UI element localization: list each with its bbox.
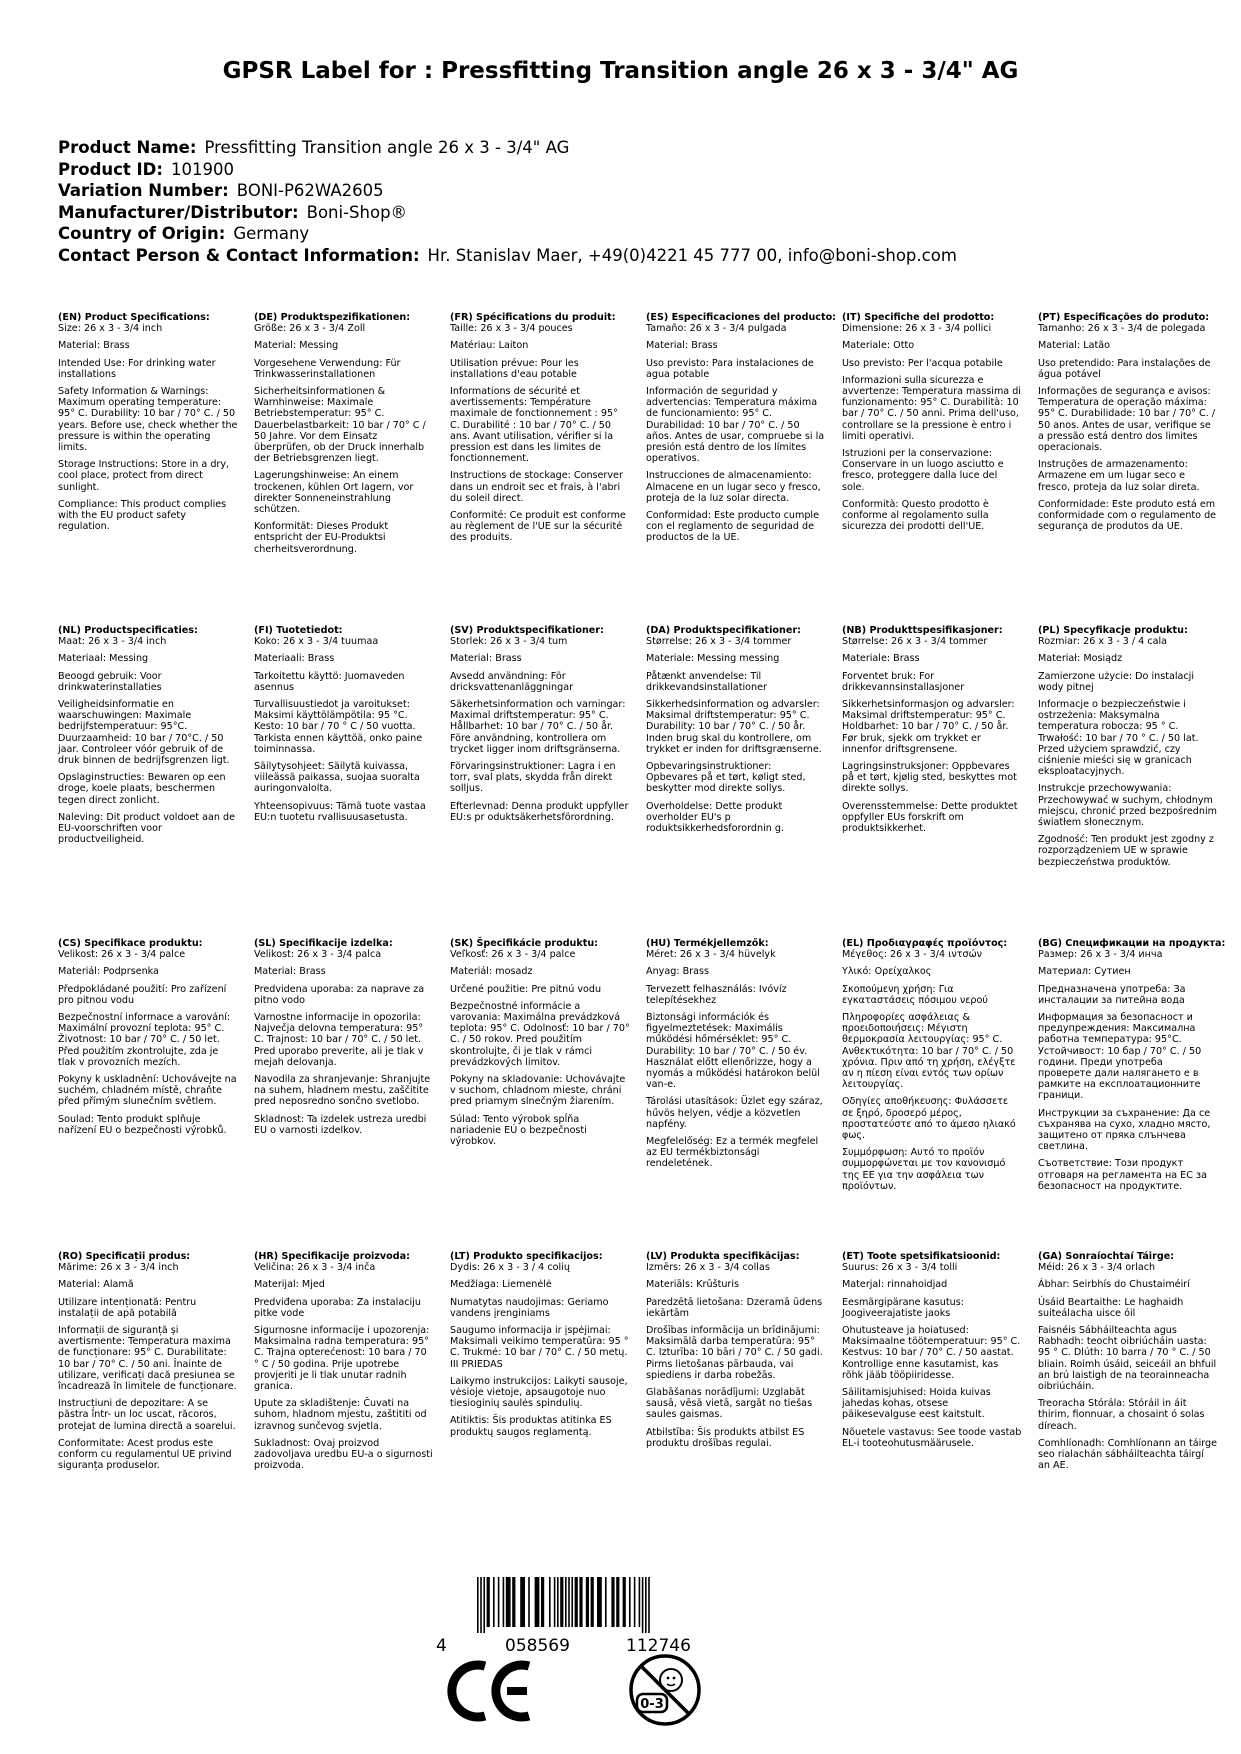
spec-paragraph: Dimensione: 26 x 3 - 3/4 pollici: [842, 323, 992, 335]
spec-heading: (ES) Especificaciones del producto:: [646, 312, 837, 323]
spec-block: [254, 938, 434, 1142]
spec-block: [1038, 625, 1218, 874]
spec-paragraph: Efterlevnad: Denna produkt uppfyller EU:s pr oduktsäkerhetsförordning.: [450, 800, 629, 823]
spec-paragraph: Informații de siguranță și avertismente: Temperatura maxima de funcționare: 95° C. Durabilitate: 10 bar / 70° C. / 50 ani. Înainte de utilizare, verificați dacă presiunea se încadrează în limitele de funcționare.: [58, 1325, 237, 1393]
spec-heading: (NB) Produkttspesifikasjoner:: [842, 625, 1003, 636]
barcode-bar: [639, 1577, 641, 1627]
barcode-bar: [611, 1577, 614, 1627]
spec-heading: (EN) Product Specifications:: [58, 312, 210, 323]
spec-paragraph: Turvallisuustiedot ja varoitukset: Maksimi käyttölämpötila: 95 °C. Kesto: 10 bar / 70 ° C / 50 vuotta. Tarkista ennen käyttöä, onko paine toiminnassa.: [254, 699, 423, 755]
spec-heading: (HU) Termékjellemzők:: [646, 938, 769, 949]
spec-paragraph: Μέγεθος: 26 x 3 - 3/4 ιντσών: [842, 949, 982, 961]
spec-paragraph: Forventet bruk: For drikkevannsinstallasjoner: [842, 670, 965, 693]
spec-block: [58, 1251, 238, 1477]
spec-paragraph: Materiale: Otto: [842, 340, 915, 352]
spec-heading: (IT) Specifiche del prodotto:: [842, 312, 995, 323]
spec-paragraph: Ohutusteave ja hoiatused: Maksimaalne töötemperatuur: 95° C. Kestvus: 10 bar / 70° C. / 50 aastat. Kontrollige enne kasutamist, kas rõhk jääb tööpiiridesse.: [842, 1325, 1021, 1381]
spec-paragraph: Matériau: Laiton: [450, 340, 529, 352]
spec-block: [254, 312, 434, 561]
spec-paragraph: Sigurnosne informacije i upozorenja: Maksimalna radna temperatura: 95° C. Trajna opterećenost: 10 bara / 70 ° C / 50 godina. Prije upotrebe provjeriti je li tlak unutar radnih granica.: [254, 1325, 430, 1393]
barcode-bar: [498, 1577, 500, 1627]
barcode-bar: [554, 1577, 556, 1627]
barcode-bar: [645, 1577, 647, 1633]
barcode-bar: [557, 1577, 559, 1627]
info-label: Country of Origin:: [58, 224, 226, 243]
spec-paragraph: Materiał: Mosiądz: [1038, 653, 1123, 665]
spec-paragraph: Instructions de stockage: Conserver dans un endroit sec et frais, à l'abri du soleil direct.: [450, 470, 623, 504]
info-value: Pressfitting Transition angle 26 x 3 - 3/4" AG: [204, 138, 570, 157]
spec-paragraph: Предназначена употреба: За инсталации за питейна вода: [1038, 983, 1186, 1006]
spec-paragraph: Izmērs: 26 x 3 - 3/4 collas: [646, 1262, 770, 1274]
spec-heading: (BG) Спецификации на продукта:: [1038, 938, 1226, 949]
spec-block: [450, 1251, 630, 1444]
info-value: Germany: [233, 224, 310, 243]
spec-heading: (NL) Productspecificaties:: [58, 625, 198, 636]
spec-block: [254, 625, 434, 829]
spec-block: [450, 625, 630, 829]
barcode-bar: [528, 1577, 530, 1627]
spec-paragraph: Veiligheidsinformatie en waarschuwingen: Maximale bedrijfstemperatuur: 95°C. Duurzaamheid: 10 bar / 70°C. / 50 jaar. Controleer vóór gebruik of de druk binnen de bedrijfsgrenzen ligt.: [58, 699, 230, 767]
spec-heading: (PT) Especificações do produto:: [1038, 312, 1210, 323]
spec-heading: (EL) Προδιαγραφές προϊόντος:: [842, 938, 1008, 949]
spec-block: [646, 938, 826, 1176]
spec-paragraph: Materiaali: Brass: [254, 653, 335, 665]
spec-paragraph: Tarkoitettu käyttö: Juomaveden asennus: [254, 670, 405, 693]
spec-paragraph: Anyag: Brass: [646, 966, 709, 978]
spec-paragraph: Material: Alamă: [58, 1279, 134, 1291]
spec-paragraph: Megfelelőség: Ez a termék megfelel az EU termékbiztonsági rendeletének.: [646, 1136, 819, 1170]
product-id-row: [58, 159, 957, 181]
barcode: [475, 1577, 720, 1633]
barcode-bar: [565, 1577, 567, 1627]
barcode-bar: [520, 1577, 525, 1627]
spec-paragraph: Lagerungshinweise: An einem trockenen, kühlen Ort lagern, vor direkter Sonneneinstrahlung schützen.: [254, 470, 414, 516]
spec-paragraph: Conformidade: Este produto está em conformidade com o regulamento de segurança de produtos da UE.: [1038, 498, 1217, 533]
spec-paragraph: Sikkerhetsinformasjon og advarsler: Maksimal driftstemperatur: 95° C. Holdbarhet: 10 bar / 70° C. / 50 år. Før bruk, sjekk om trykket er innenfor driftsgrensene.: [842, 699, 1015, 755]
spec-paragraph: Size: 26 x 3 - 3/4 inch: [58, 323, 163, 335]
spec-heading: (DA) Produktspecifikationer:: [646, 625, 801, 636]
spec-heading: (ET) Toote spetsifikatsioonid:: [842, 1251, 1001, 1262]
spec-paragraph: Utilizare intenționată: Pentru instalații de apă potabilă: [58, 1296, 197, 1319]
spec-paragraph: Instrukcje przechowywania: Przechowywać w suchym, chłodnym miejscu, chronić przed bezpośrednim światłem słonecznym.: [1038, 783, 1217, 829]
spec-paragraph: Съответствие: Този продукт отговаря на регламента на ЕС за безопасност на продуктите.: [1038, 1158, 1207, 1192]
spec-paragraph: Úsáid Beartaithe: Le haghaidh suiteálacha uisce óil: [1038, 1296, 1184, 1319]
spec-paragraph: Varnostne informacije in opozorila: Največja delovna temperatura: 95° C. Trajnost: 10 bar / 70° C. / 50 let. Pred uporabo preverite, ali je tlak v mejah delovanja.: [254, 1012, 424, 1068]
spec-paragraph: Tárolási utasítások: Üzlet egy száraz, hűvös helyen, védje a közvetlen napfény.: [646, 1096, 823, 1130]
spec-paragraph: Avsedd användning: För dricksvattenanläggningar: [450, 670, 574, 693]
spec-paragraph: Materiale: Brass: [842, 653, 920, 665]
spec-paragraph: Utilisation prévue: Pour les installations d'eau potable: [450, 357, 579, 380]
spec-paragraph: Größe: 26 x 3 - 3/4 Zoll: [254, 323, 366, 335]
variation-number-row: [58, 180, 957, 202]
spec-paragraph: Información de seguridad y advertencias: Temperatura máxima de funcionamiento: 95° C. Durabilidad: 10 bar / 70° C. / 50 años. Antes de usar, compruebe si la presión está dentro de los límites operativos.: [646, 386, 825, 465]
spec-paragraph: Atbilstība: Šis produkts atbilst ES produktu drošības regulai.: [646, 1426, 805, 1449]
spec-paragraph: Conformitate: Acest produs este conform cu regulamentul UE privind siguranța produselor.: [58, 1437, 232, 1472]
spec-heading: (SL) Specifikacije izdelka:: [254, 938, 393, 949]
info-label: Manufacturer/Distributor:: [58, 202, 299, 222]
spec-paragraph: Skladnost: Ta izdelek ustreza uredbi EU o varnosti izdelkov.: [254, 1113, 427, 1136]
spec-paragraph: Tamaño: 26 x 3 - 3/4 pulgada: [646, 323, 787, 335]
spec-block: [1038, 312, 1218, 538]
barcode-bar: [493, 1577, 495, 1627]
spec-heading: (SV) Produktspecifikationer:: [450, 625, 604, 636]
spec-paragraph: Méret: 26 x 3 - 3/4 hüvelyk: [646, 949, 776, 961]
spec-paragraph: Sukladnost: Ovaj proizvod zadovoljava uredbu EU-a o sigurnosti proizvoda.: [254, 1437, 433, 1472]
spec-paragraph: Størrelse: 26 x 3 - 3/4 tommer: [842, 636, 988, 648]
spec-paragraph: Materiál: Podprsenka: [58, 966, 159, 978]
spec-paragraph: Zgodność: Ten produkt jest zgodny z rozporządzeniem UE w sprawie bezpieczeństwa produktów.: [1038, 834, 1214, 868]
page-title: GPSR Label for : Pressfitting Transition angle 26 x 3 - 3/4" AG: [222, 58, 1019, 84]
ce-mark-icon: [445, 1658, 535, 1724]
info-label: Variation Number:: [58, 181, 229, 200]
manufacturer-row: [58, 202, 957, 224]
spec-heading: (LV) Produkta specifikācijas:: [646, 1251, 800, 1262]
barcode-bar: [642, 1577, 644, 1633]
spec-paragraph: Säkerhetsinformation och varningar: Maximal driftstemperatur: 95° C. Hållbarhet: 10 bar / 70° C. / 50 år. Före användning, kontrollera om trycket ligger inom driftsgränserna.: [450, 699, 626, 755]
not-for-children-0-3-icon: [627, 1652, 703, 1728]
spec-paragraph: Nõuetele vastavus: See toode vastab EL-i tooteohutusmäärusele.: [842, 1426, 1022, 1449]
spec-paragraph: Informações de segurança e avisos: Temperatura de operação máxima: 95° C. Durabilidade: 10 bar / 70° C. / 50 anos. Antes de usar, verifique se a pressão está dentro dos limites operacionais.: [1038, 386, 1216, 454]
spec-paragraph: Velikost: 26 x 3 - 3/4 palce: [58, 949, 186, 961]
spec-paragraph: Súlad: Tento výrobok spĺňa nariadenie EÚ o bezpečnosti výrobkov.: [450, 1113, 587, 1148]
spec-paragraph: Veľkosť: 26 x 3 - 3/4 palce: [450, 949, 576, 961]
spec-paragraph: Material: Brass: [254, 966, 326, 978]
barcode-bar: [634, 1577, 636, 1627]
spec-paragraph: Mărime: 26 x 3 - 3/4 inch: [58, 1262, 179, 1274]
spec-paragraph: Conformità: Questo prodotto è conforme al regolamento sulla sicurezza dei prodotti dell'UE.: [842, 498, 989, 533]
product-name-row: [58, 137, 957, 159]
spec-paragraph: Размер: 26 x 3 - 3/4 инча: [1038, 949, 1163, 961]
spec-paragraph: Storage Instructions: Store in a dry, cool place, protect from direct sunlight.: [58, 459, 230, 493]
spec-block: [646, 312, 837, 550]
barcode-bar: [506, 1577, 511, 1627]
spec-paragraph: Förvaringsinstruktioner: Lagra i en torr, sval plats, skydda från direkt solljus.: [450, 761, 616, 795]
spec-block: [450, 938, 630, 1153]
spec-paragraph: Naleving: Dit product voldoet aan de EU-voorschriften voor productveiligheid.: [58, 811, 235, 846]
barcode-bar: [477, 1577, 479, 1633]
barcode-bar: [571, 1577, 573, 1627]
spec-block: [842, 625, 1022, 840]
spec-block: [58, 938, 238, 1142]
spec-paragraph: Οδηγίες αποθήκευσης: Φυλάσσετε σε ξηρό, δροσερό μέρος, προστατεύστε από το άμεσο ηλιακό φως.: [842, 1096, 1016, 1142]
barcode-digits-mid: 058569: [505, 1636, 570, 1656]
spec-paragraph: Faisnéis Sábháilteachta agus Rabhadh: teocht oibriúcháin uasta: 95 ° C. Dlúth: 10 barra / 70 ° C. / 50 bliain. Roimh úsáid, seiceáil an bhfuil an brú laistigh de na teorainneacha oibriúcháin.: [1038, 1325, 1217, 1393]
spec-block: [842, 312, 1022, 538]
spec-paragraph: Overholdelse: Dette produkt overholder EU's p roduktsikkerhedsforordnin g.: [646, 800, 785, 835]
spec-paragraph: Σκοπούμενη χρήση: Για εγκαταστάσεις πόσιμου νερού: [842, 983, 988, 1006]
spec-paragraph: Beoogd gebruik: Voor drinkwaterinstallaties: [58, 670, 162, 693]
spec-paragraph: Material: Messing: [254, 340, 339, 352]
spec-paragraph: Informations de sécurité et avertissements: Température maximale de fonctionnement : 95° C. Durabilité : 10 bar / 70° C. / 50 ans. Avant utilisation, vérifier si la pression est dans les limites de fonctionnement.: [450, 386, 618, 465]
spec-paragraph: Veličina: 26 x 3 - 3/4 inča: [254, 1262, 376, 1274]
spec-paragraph: Glabāšanas norādījumi: Uzglabāt sausā, vēsā vietā, sargāt no tiešas saules gaismas.: [646, 1387, 813, 1421]
barcode-bar: [568, 1577, 570, 1627]
barcode-bar: [597, 1577, 602, 1627]
info-value: BONI-P62WA2605: [236, 181, 384, 200]
spec-paragraph: Bezpečnostné informácie a varovania: Maximálna prevádzková teplota: 95° C. Odolnosť: 10 bar / 70° C. / 50 rokov. Pred použitím skontrolujte, či je tlak v rámci prevádzkových limitov.: [450, 1000, 630, 1068]
spec-paragraph: Instrucciones de almacenamiento: Almacene en un lugar seco y fresco, proteja de la luz solar directa.: [646, 470, 821, 504]
spec-block: [842, 938, 1022, 1198]
barcode-bar: [541, 1577, 544, 1627]
barcode-bar: [586, 1577, 589, 1627]
spec-block: [58, 625, 238, 851]
spec-paragraph: Paredzētā lietošana: Dzeramā ūdens iekārtām: [646, 1296, 823, 1319]
spec-paragraph: Velikost: 26 x 3 - 3/4 palca: [254, 949, 382, 961]
spec-paragraph: Eesmärgipärane kasutus: Joogiveerajatiste jaoks: [842, 1296, 964, 1319]
barcode-bar: [648, 1577, 650, 1633]
spec-paragraph: Υλικό: Ορείχαλκος: [842, 966, 932, 978]
barcode-bar: [535, 1577, 540, 1627]
spec-paragraph: Säilitamisjuhised: Hoida kuivas jahedas kohas, otsese päikesevalguse eest kaitstult.: [842, 1387, 991, 1421]
spec-heading: (GA) Sonraíochtaí Táirge:: [1038, 1251, 1175, 1262]
spec-paragraph: Material: Brass: [450, 653, 522, 665]
spec-paragraph: Materijal: Mjed: [254, 1279, 325, 1291]
spec-paragraph: Koko: 26 x 3 - 3/4 tuumaa: [254, 636, 379, 648]
spec-block: [254, 1251, 434, 1477]
spec-paragraph: Predviđena uporaba: Za instalaciju pitke vode: [254, 1296, 421, 1319]
spec-paragraph: Navodila za shranjevanje: Shranjujte na suhem, hladnem mestu, zaščitite pred neposredno sončno svetlobo.: [254, 1074, 431, 1108]
spec-paragraph: Materiāls: Krūšturis: [646, 1279, 740, 1291]
spec-paragraph: Laikymo instrukcijos: Laikyti sausoje, vėsioje vietoje, apsaugotoje nuo tiesioginių saulės spindulių.: [450, 1375, 628, 1410]
spec-paragraph: Material: Brass: [58, 340, 130, 352]
spec-paragraph: Sikkerhedsinformation og advarsler: Maksimal driftstemperatur: 95° C. Durability: 10 bar / 70° C. / 50 år. Inden brug skal du kontrollere, om trykket er inden for driftsgrænserne.: [646, 699, 822, 755]
spec-paragraph: Информация за безопасност и предупреждения: Максимална работна температура: 95°C. Устойчивост: 10 бар / 70° C. / 50 години. Преди употреба проверете дали налягането е в рамките на експлоатационните граници.: [1038, 1012, 1202, 1102]
spec-paragraph: Pokyny k uskladnění: Uchovávejte na suchém, chladném místě, chraňte před přímým slunečním světlem.: [58, 1074, 237, 1108]
info-value: Hr. Stanislav Maer, +49(0)4221 45 777 00, info@boni-shop.com: [427, 245, 957, 265]
barcode-bar: [483, 1577, 485, 1633]
spec-paragraph: Compliance: This product complies with the EU product safety regulation.: [58, 498, 227, 533]
spec-paragraph: Materjal: rinnahoidjad: [842, 1279, 948, 1291]
spec-paragraph: Bezpečnostní informace a varování: Maximální provozní teplota: 95° C. Životnost: 10 bar / 70° C. / 50 let. Před použitím zkontrolujte, zda je tlak v provozních mezích.: [58, 1012, 231, 1068]
barcode-bar: [579, 1577, 582, 1627]
spec-paragraph: Saugumo informacija ir įspėjimai: Maksimali veikimo temperatūra: 95 ° C. Trukmė: 10 bar / 70° C. / 50 metų. III PRIEDAS: [450, 1325, 629, 1370]
info-value: 101900: [170, 159, 234, 179]
spec-paragraph: Säilytysohjeet: Säilytä kuivassa, viileässä paikassa, suojaa suoralta auringonvalolta.: [254, 761, 420, 795]
barcode-bar: [560, 1577, 563, 1627]
product-info: [58, 137, 957, 266]
spec-heading: (PL) Specyfikacje produktu:: [1038, 625, 1188, 636]
spec-heading: (DE) Produktspezifikationen:: [254, 312, 411, 323]
spec-paragraph: Taille: 26 x 3 - 3/4 pouces: [450, 323, 573, 335]
spec-paragraph: Påtænkt anvendelse: Til drikkevandsinstallationer: [646, 670, 767, 693]
spec-paragraph: Materiale: Messing messing: [646, 653, 780, 665]
barcode-bar: [629, 1577, 631, 1627]
spec-paragraph: Πληροφορίες ασφάλειας & προειδοποιήσεις: Μέγιστη θερμοκρασία λειτουργίας: 95° C. Ανθεκτικότητα: 10 bar / 70° C. / 50 χρόνια. Πριν από τη χρήση, ελέγξτε αν η πίεση είναι εντός των ορίων λειτουργίας.: [842, 1012, 1016, 1091]
country-row: [58, 223, 957, 245]
spec-paragraph: Uso previsto: Para instalaciones de agua potable: [646, 357, 814, 380]
info-label: Product Name:: [58, 138, 197, 157]
spec-paragraph: Conformidad: Este producto cumple con el reglamento de seguridad de productos de la UE.: [646, 510, 819, 544]
barcode-digit-left: 4: [436, 1636, 447, 1656]
barcode-bar: [605, 1577, 607, 1627]
spec-paragraph: Материал: Сутиен: [1038, 966, 1131, 978]
spec-heading: (HR) Specifikacije proizvoda:: [254, 1251, 410, 1262]
spec-paragraph: Maat: 26 x 3 - 3/4 inch: [58, 636, 167, 648]
spec-paragraph: Dydis: 26 x 3 - 3 / 4 colių: [450, 1262, 570, 1274]
spec-paragraph: Informacje o bezpieczeństwie i ostrzeżenia: Maksymalna temperatura robocza: 95 ° C. Trwałość: 10 bar / 70 ° C. / 50 lat. Przed użyciem sprawdzić, czy ciśnienie mieści się w granicach eksploatacyjnych.: [1038, 699, 1199, 778]
barcode-bar: [623, 1577, 626, 1627]
spec-paragraph: Materiál: mosadz: [450, 966, 533, 978]
spec-paragraph: Sicherheitsinformationen & Warnhinweise: Maximale Betriebstemperatur: 95° C. Dauerbelastbarkeit: 10 bar / 70° C / 50 Jahre. Vor dem Einsatz überprüfen, ob der Druck innerhalb der Betriebsgrenzen liegt.: [254, 386, 426, 465]
spec-paragraph: Předpokládané použití: Pro zařízení pro pitnou vodu: [58, 983, 227, 1006]
info-label: Product ID:: [58, 159, 163, 179]
spec-paragraph: Drošības informācija un brīdinājumi: Maksimālā darba temperatūra: 95° C. Izturība: 10 bāri / 70° C. / 50 gadi. Pirms lietošanas pārbauda, vai spiediens ir darba robežās.: [646, 1325, 823, 1381]
spec-paragraph: Intended Use: For drinking water installations: [58, 357, 216, 380]
spec-paragraph: Ábhar: Seirbhís do Chustaiméirí: [1038, 1279, 1190, 1291]
spec-paragraph: Instruções de armazenamento: Armazene em um lugar seco e fresco, proteja da luz solar direta.: [1038, 459, 1200, 493]
spec-paragraph: Predvidena uporaba: za naprave za pitno vodo: [254, 983, 425, 1006]
spec-paragraph: Material: Latão: [1038, 340, 1110, 352]
spec-paragraph: Uso previsto: Per l'acqua potabile: [842, 357, 1003, 369]
spec-block: [1038, 1251, 1218, 1477]
barcode-digits-right: 112746: [626, 1636, 691, 1656]
spec-heading: (RO) Specificații produs:: [58, 1251, 191, 1262]
spec-paragraph: Materiaal: Messing: [58, 653, 149, 665]
spec-paragraph: Pokyny na skladovanie: Uchovávajte v suchom, chladnom mieste, chráni pred priamym slnečným žiarením.: [450, 1074, 626, 1108]
spec-paragraph: Opslaginstructies: Bewaren op een droge, koele plaats, beschermen tegen direct zonlicht.: [58, 772, 226, 806]
spec-paragraph: Numatytas naudojimas: Geriamo vandens įrenginiams: [450, 1296, 609, 1319]
spec-block: [842, 1251, 1022, 1455]
spec-heading: (LT) Produkto specifikacijos:: [450, 1251, 603, 1262]
spec-paragraph: Suurus: 26 x 3 - 3/4 tolli: [842, 1262, 958, 1274]
spec-block: [58, 312, 238, 538]
spec-paragraph: Méid: 26 x 3 - 3/4 orlach: [1038, 1262, 1156, 1274]
spec-paragraph: Tamanho: 26 x 3 - 3/4 de polegada: [1038, 323, 1206, 335]
spec-paragraph: Storlek: 26 x 3 - 3/4 tum: [450, 636, 568, 648]
svg-text:0-3: 0-3: [640, 1697, 664, 1712]
spec-paragraph: Rozmiar: 26 x 3 - 3 / 4 cala: [1038, 636, 1168, 648]
spec-heading: (CS) Specifikace produktu:: [58, 938, 203, 949]
spec-paragraph: Zamierzone użycie: Do instalacji wody pitnej: [1038, 670, 1195, 693]
spec-paragraph: Istruzioni per la conservazione: Conservare in un luogo asciutto e fresco, proteggere dalla luce del sole.: [842, 448, 1004, 493]
spec-paragraph: Atitiktis: Šis produktas atitinka ES produktų saugos reglamentą.: [450, 1415, 612, 1438]
barcode-bar: [512, 1577, 515, 1627]
barcode-bar: [487, 1577, 490, 1627]
spec-heading: (FI) Tuotetiedot:: [254, 625, 343, 636]
spec-paragraph: Safety Information & Warnings: Maximum operating temperature: 95° C. Durability: 10 bar / 70° C. / 50 years. Before use, check whether the pressure is within the operating limits.: [58, 386, 238, 454]
spec-paragraph: Vorgesehene Verwendung: Für Trinkwasserinstallationen: [254, 357, 401, 380]
spec-paragraph: Comhlíonadh: Comhlíonann an táirge seo rialachán sábháilteachta táirgí an AE.: [1038, 1437, 1218, 1472]
info-value: Boni-Shop®: [306, 202, 408, 222]
spec-paragraph: Συμμόρφωση: Αυτό το προϊόν συμμορφώνεται με τον κανονισμό της ΕΕ για την ασφάλεια των προϊόντων.: [842, 1147, 1006, 1192]
spec-paragraph: Treoracha Stórála: Stóráil in áit thirim, fionnuar, a chosaint ó solas díreach.: [1038, 1398, 1205, 1432]
barcode-bar: [575, 1577, 578, 1627]
spec-paragraph: Instrucțiuni de depozitare: A se păstra într- un loc uscat, răcoros, protejat de lumina directă a soarelui.: [58, 1398, 236, 1432]
info-label: Contact Person & Contact Information:: [58, 245, 420, 265]
spec-paragraph: Overensstemmelse: Dette produktet oppfyller EUs forskrift om produktsikkerhet.: [842, 800, 1018, 835]
barcode-bar: [549, 1577, 551, 1627]
spec-paragraph: Medžiaga: Liemenėlė: [450, 1279, 552, 1291]
spec-block: [450, 312, 630, 550]
contact-row: [58, 245, 957, 267]
spec-block: [646, 625, 826, 840]
barcode-bar: [616, 1577, 619, 1627]
spec-paragraph: Uso pretendido: Para instalações de água potável: [1038, 357, 1211, 380]
spec-paragraph: Opbevaringsinstruktioner: Opbevares på et tørt, køligt sted, beskytter mod direkte sollys.: [646, 761, 806, 795]
barcode-bar: [480, 1577, 482, 1633]
spec-paragraph: Størrelse: 26 x 3 - 3/4 tommer: [646, 636, 792, 648]
spec-heading: (SK) Špecifikácie produktu:: [450, 938, 599, 949]
spec-paragraph: Biztonsági információk és figyelmeztetések: Maximális működési hőmérséklet: 95° C. Durability: 10 bar / 70° C. / 50 év. Használat előtt ellenőrizze, hogy a nyomás a működési határokon belül van-e.: [646, 1012, 820, 1091]
spec-paragraph: Určené použitie: Pre pitnú vodu: [450, 983, 602, 995]
spec-paragraph: Инструкции за съхранение: Да се съхранява на сухо, хладно място, защитено от пряка слънчева светлина.: [1038, 1107, 1211, 1153]
spec-paragraph: Material: Brass: [646, 340, 718, 352]
spec-paragraph: Conformité: Ce produit est conforme au règlement de l'UE sur la sécurité des produits.: [450, 510, 626, 544]
spec-paragraph: Informazioni sulla sicurezza e avvertenze: Temperatura massima di funzionamento: 95° C. Durabilità: 10 bar / 70° C. / 50 anni. Prima dell'uso, controllare se la pressione è entro i limiti operativi.: [842, 374, 1021, 442]
barcode-bar: [503, 1577, 505, 1627]
spec-paragraph: Soulad: Tento produkt splňuje nařízení EU o bezpečnosti výrobků.: [58, 1113, 227, 1136]
barcode-bar: [591, 1577, 594, 1627]
spec-block: [646, 1251, 826, 1455]
spec-paragraph: Lagringsinstruksjoner: Oppbevares på et tørt, kjølig sted, beskyttes mot direkte sollys.: [842, 761, 1017, 795]
spec-heading: (FR) Spécifications du produit:: [450, 312, 616, 323]
spec-paragraph: Konformität: Dieses Produkt entspricht der EU-Produktsi cherheitsverordnung.: [254, 521, 389, 555]
spec-block: [1038, 938, 1226, 1198]
spec-paragraph: Tervezett felhasználás: Ivóvíz telepítésekhez: [646, 983, 787, 1006]
spec-paragraph: Upute za skladištenje: Čuvati na suhom, hladnom mjestu, zaštititi od izravnog sunčevog svjetla.: [254, 1398, 427, 1432]
spec-paragraph: Yhteensopivuus: Tämä tuote vastaa EU:n tuotetu rvallisuusasetusta.: [254, 800, 426, 823]
